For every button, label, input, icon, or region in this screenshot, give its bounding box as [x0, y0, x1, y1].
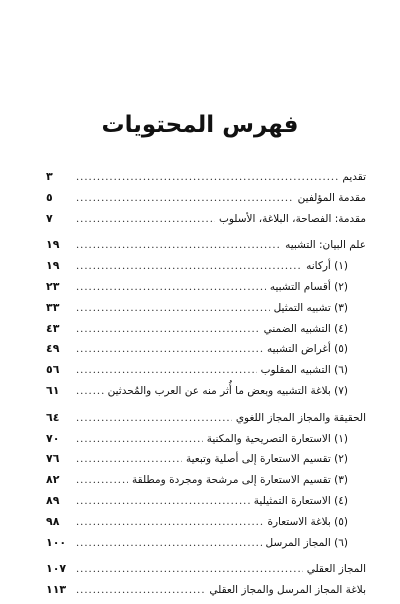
- table-of-contents: [46, 170, 366, 604]
- toc-entry: [46, 170, 366, 191]
- toc-page-number: ٤٩: [46, 342, 60, 356]
- toc-entry-text: علم البيان: التشبيه: [285, 239, 366, 252]
- toc-page-number: ٨٢: [46, 473, 60, 487]
- toc-page-number: ٢٣: [46, 279, 60, 293]
- toc-entry-text: (١) أركانه: [306, 260, 348, 273]
- toc-page-number: ١٠٧: [46, 562, 67, 576]
- toc-section-heading: [46, 411, 366, 432]
- toc-entry-text: (٥) بلاغة الاستعارة: [267, 515, 348, 528]
- dot-leader: [76, 386, 104, 397]
- toc-page-number: ١٩: [46, 259, 60, 273]
- toc-page-number: ٣٣: [46, 300, 60, 314]
- toc-entry: [46, 342, 366, 363]
- toc-entry: [46, 583, 366, 604]
- toc-page-number: ٦٤: [46, 410, 60, 424]
- toc-entry: [46, 280, 366, 301]
- toc-entry: [46, 301, 366, 322]
- toc-page-number: ٥: [46, 190, 53, 204]
- toc-page-number: ٥٦: [46, 363, 60, 377]
- dot-leader: [76, 193, 294, 204]
- toc-entry-text: (٢) أقسام التشبيه: [269, 280, 348, 293]
- toc-section-heading: [46, 562, 366, 583]
- dot-leader: [76, 564, 303, 575]
- toc-page-number: ٦١: [46, 383, 60, 397]
- toc-entry-text: تقديم: [342, 171, 366, 183]
- toc-page-number: ٣: [46, 170, 53, 183]
- toc-entry: [46, 212, 366, 233]
- dot-leader: [76, 413, 232, 424]
- toc-entry-text: (٥) أغراض التشبيه: [267, 343, 348, 356]
- toc-entry-text: (٦) المجاز المرسل: [265, 536, 348, 549]
- toc-page-number: ٨٩: [46, 493, 60, 507]
- toc-entry: [46, 536, 366, 557]
- toc-entry-text: (٣) تقسيم الاستعارة إلى مرشحة ومجردة ومطلقة: [132, 474, 348, 487]
- toc-entry: [46, 515, 366, 536]
- toc-entry-text: المجاز العقلي: [306, 563, 366, 576]
- toc-entry: [46, 384, 366, 405]
- toc-page-number: ١٠٠: [46, 535, 67, 549]
- dot-leader: [76, 475, 128, 486]
- toc-entry: [46, 322, 366, 343]
- toc-entry-text: مقدمة: الفصاحة، البلاغة، الأسلوب: [218, 212, 366, 225]
- toc-entry-text: (٧) بلاغة التشبيه وبعض ما أُثر منه عن العرب والمُحدثين: [107, 384, 348, 397]
- toc-entry-text: (٤) التشبيه الضمني: [263, 322, 348, 335]
- toc-entry: [46, 259, 366, 280]
- dot-leader: [76, 282, 266, 293]
- toc-entry-text: (٢) تقسيم الاستعارة إلى أصلية وتبعية: [186, 453, 348, 466]
- dot-leader: [76, 454, 182, 465]
- toc-section-heading: [46, 238, 366, 259]
- dot-leader: [76, 240, 281, 251]
- toc-page-number: ٧: [46, 211, 53, 225]
- toc-entry-text: بلاغة المجاز المرسل والمجاز العقلي: [209, 584, 366, 597]
- toc-entry: [46, 191, 366, 212]
- toc-entry-text: (٣) تشبيه التمثيل: [273, 301, 348, 314]
- toc-entry: [46, 452, 366, 473]
- toc-entry-text: (٤) الاستعارة التمثيلية: [253, 494, 348, 507]
- dot-leader: [76, 496, 250, 507]
- dot-leader: [76, 434, 203, 445]
- toc-page-number: ٩٨: [46, 514, 60, 528]
- toc-entry: [46, 432, 366, 453]
- toc-entry: [46, 363, 366, 384]
- toc-page-number: ٧٦: [46, 452, 60, 466]
- dot-leader: [76, 365, 257, 376]
- dot-leader: [76, 324, 260, 335]
- toc-page-number: ٧٠: [46, 431, 60, 445]
- dot-leader: [76, 585, 205, 596]
- toc-entry: [46, 494, 366, 515]
- toc-entry-text: الحقيقة والمجاز المجاز اللغوي: [235, 411, 366, 424]
- dot-leader: [76, 517, 263, 528]
- toc-entry-text: مقدمة المؤلفين: [297, 191, 366, 204]
- toc-entry-text: (٦) التشبيه المقلوب: [260, 364, 348, 377]
- toc-page-number: ١٩: [46, 238, 60, 252]
- dot-leader: [76, 303, 270, 314]
- dot-leader: [76, 538, 262, 549]
- toc-page-number: ٤٣: [46, 321, 60, 335]
- dot-leader: [76, 344, 263, 355]
- toc-page-number: ١١٣: [46, 583, 67, 597]
- toc-entry-text: (١) الاستعارة التصريحية والمكنية: [206, 432, 348, 445]
- dot-leader: [76, 214, 215, 225]
- page-title: فهرس المحتويات: [101, 112, 299, 138]
- toc-entry: [46, 473, 366, 494]
- dot-leader: [76, 261, 302, 272]
- dot-leader: [76, 172, 338, 183]
